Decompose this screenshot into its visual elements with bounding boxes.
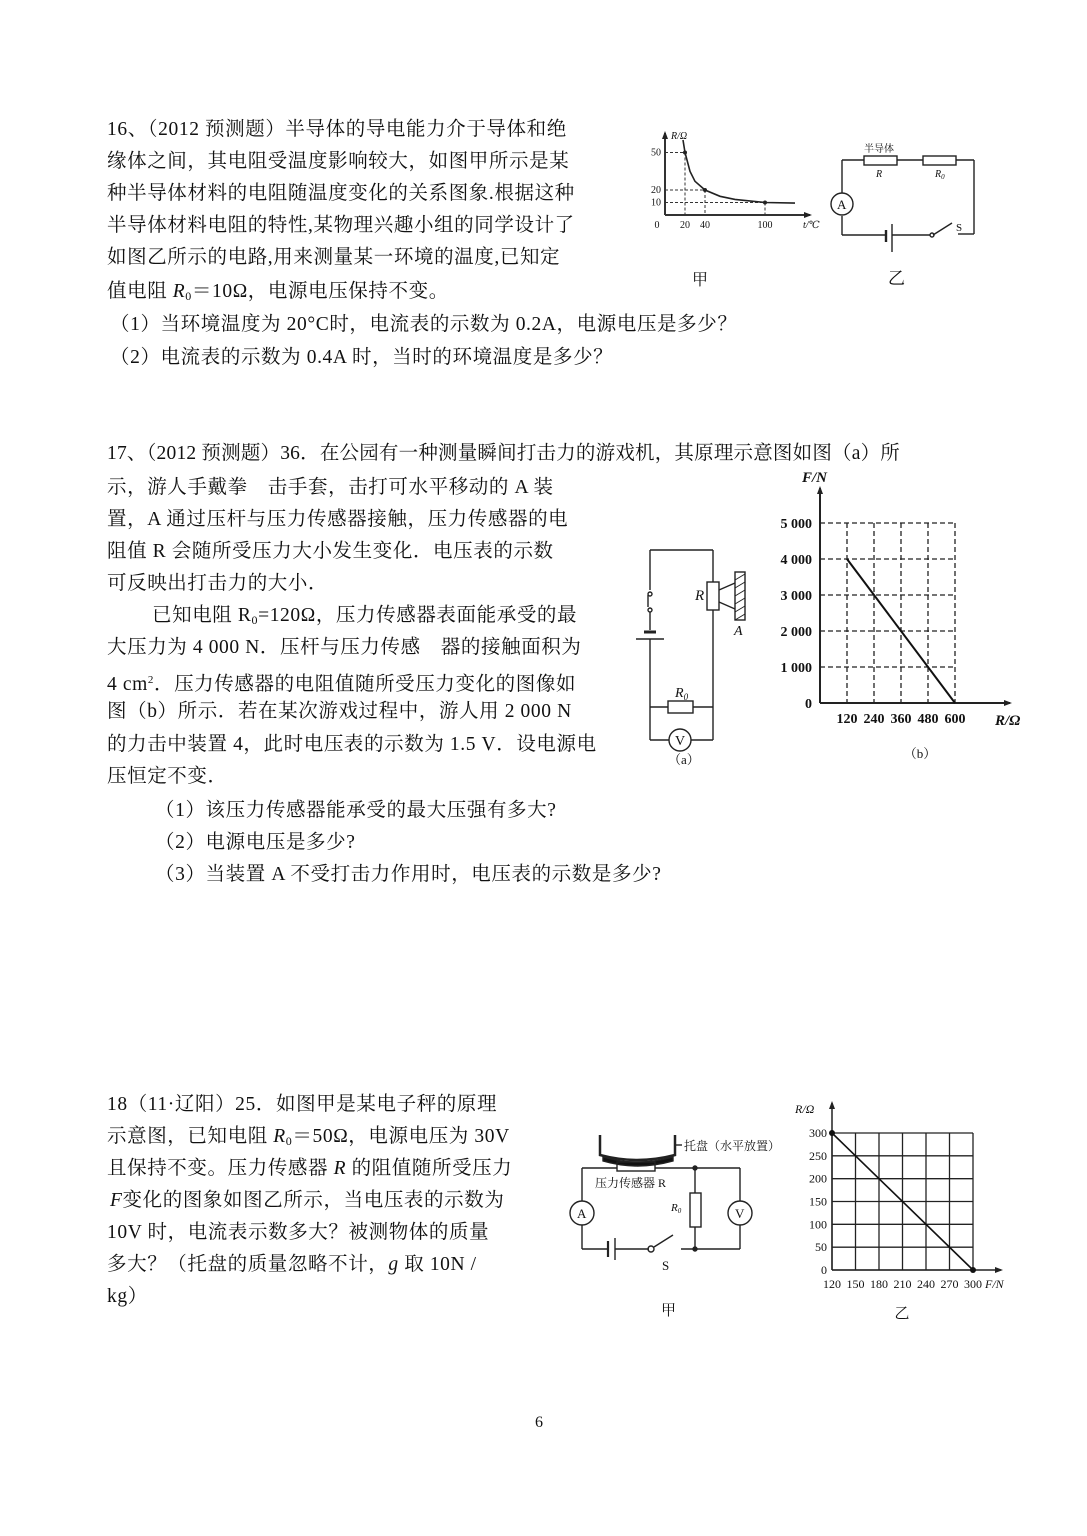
q17-graph-b	[765, 468, 1045, 768]
q17-question-3: （3）当装置 A 不受打击力作用时，电压表的示数是多少?	[155, 864, 662, 885]
q16-line: 缘体之间，其电阻受温度影响较大，如图甲所示是某	[107, 151, 570, 172]
r0-label: R0	[671, 1202, 682, 1215]
y-tick-label: 100	[809, 1217, 827, 1232]
text: 示意图，已知电阻	[107, 1126, 274, 1147]
tray	[600, 1135, 675, 1160]
switch-pivot	[930, 233, 934, 237]
variable: R	[333, 1158, 347, 1179]
y-tick-label: 1 000	[780, 661, 812, 676]
subscript: 0	[251, 613, 259, 627]
y-tick-label: 0	[805, 697, 812, 712]
y-tick-label: 5 000	[780, 517, 812, 532]
figure-caption: （b）	[903, 746, 937, 761]
q18-line: 18（11·辽阳）25．如图甲是某电子秤的原理	[107, 1094, 498, 1115]
press-rod	[719, 583, 735, 590]
text: 值电阻	[107, 281, 173, 302]
x-axis-arrow	[995, 1267, 1003, 1273]
x-tick-label: 150	[846, 1277, 865, 1291]
y-tick-label: 200	[809, 1171, 827, 1186]
voltmeter-label: V	[735, 1206, 745, 1221]
x-axis-label: t/℃	[803, 220, 820, 231]
x-tick-label: 20	[680, 220, 690, 231]
q18-line	[110, 1189, 504, 1213]
q18-circuit-jia	[565, 1135, 805, 1325]
r0-label: $R_0$	[935, 169, 945, 181]
q18-line: kg）	[107, 1286, 148, 1307]
y-tick-label: 250	[809, 1148, 827, 1163]
q17-line: 压恒定不变．	[107, 766, 228, 787]
x-axis-arrow	[1004, 700, 1012, 706]
text: 的阻值随所受压力	[346, 1158, 513, 1179]
text: 且保持不变。压力传感器	[107, 1158, 334, 1179]
q17-line: 图（b）所示．若在某次游戏过程中，游人用 2 000 N	[107, 701, 572, 722]
q17-line: 可反映出打击力的大小．	[107, 573, 329, 594]
q16-line	[107, 280, 449, 308]
text: 变化的图象如图乙所示，当电压表的示数为	[122, 1190, 505, 1211]
figure-caption: 甲	[661, 1303, 677, 1319]
x-axis-label: R/Ω	[995, 713, 1021, 729]
y-tick-label: 10	[651, 197, 661, 209]
figure-caption: （a）	[668, 752, 700, 767]
text: ＝10Ω，电源电压保持不变。	[191, 281, 449, 302]
q18-line	[107, 1157, 512, 1181]
y-axis-label: R/Ω	[671, 131, 688, 142]
variable: g	[388, 1254, 399, 1275]
text: 4 cm	[107, 674, 148, 695]
x-tick-label: 600	[944, 712, 966, 727]
sensor-label: 压力传感器 R	[595, 1176, 667, 1190]
q17-circuit-a	[640, 540, 760, 770]
text: 已知电阻 R	[152, 605, 252, 626]
series-line	[683, 140, 795, 203]
text: ＝50Ω，电源电压为 30V	[292, 1126, 510, 1147]
switch-lever	[654, 1235, 673, 1247]
q18-line: 10V 时，电流表示数多大？被测物体的质量	[107, 1222, 490, 1243]
text: 多大？（托盘的质量忽略不计，	[107, 1254, 389, 1275]
text: 取 10N /	[398, 1254, 477, 1275]
y-tick-label: 20	[651, 185, 661, 196]
x-tick-label: 240	[917, 1277, 935, 1291]
subscript: 0	[185, 289, 192, 303]
press-rod	[719, 602, 735, 609]
variable: R	[172, 281, 186, 302]
q16-question-2: （2）电流表的示数为 0.4A 时，当时的环境温度是多少？	[110, 347, 614, 368]
q17-line: 大压力为 4 000 N．压杆与压力传感 器的接触面积为	[107, 637, 582, 658]
x-tick-label: 210	[893, 1277, 912, 1291]
q17-line: 示，游人手戴拳 击手套，击打可水平移动的 A 装	[107, 477, 554, 498]
y-tick-label: 3 000	[780, 589, 812, 604]
ammeter-label: A	[837, 197, 847, 212]
pressure-sensor-resistor	[707, 582, 719, 610]
q16-graph-jia	[640, 125, 820, 290]
q17-line	[107, 668, 576, 697]
switch-label: S	[662, 1258, 670, 1273]
y-tick-label: 150	[809, 1194, 827, 1209]
x-tick-label: 40	[700, 220, 710, 231]
resistor-r0	[668, 701, 693, 713]
y-tick-label: 300	[809, 1126, 827, 1140]
resistor-r0	[690, 1193, 701, 1227]
variable: F	[110, 1190, 123, 1211]
x-tick-label: 300	[964, 1277, 982, 1291]
figure-caption: 乙	[888, 269, 905, 288]
ammeter-label: A	[577, 1206, 587, 1221]
x-tick-label: 360	[890, 712, 912, 727]
q17-line: 阻值 R 会随所受压力大小发生变化．电压表的示数	[107, 541, 554, 562]
x-tick-label: 180	[870, 1277, 888, 1291]
q16-question-1: （1）当环境温度为 20°C时，电流表的示数为 0.2A，电源电压是多少？	[110, 314, 738, 335]
data-point	[829, 1130, 835, 1136]
y-axis-label: R/Ω	[795, 1102, 815, 1116]
data-point	[970, 1267, 976, 1273]
page-number: 6	[535, 1414, 543, 1431]
x-axis-arrow	[804, 212, 812, 218]
y-tick-label: 4 000	[780, 553, 812, 568]
x-tick-label: 120	[823, 1277, 841, 1291]
q17-question-1: （1）该压力传感器能承受的最大压强有多大?	[155, 800, 557, 821]
q17-line	[152, 604, 577, 632]
y-axis-arrow	[829, 1101, 835, 1109]
origin-label: 0	[654, 220, 660, 231]
x-axis-label: F/N	[985, 1277, 1004, 1291]
semiconductor-label: 半导体	[864, 144, 894, 155]
y-tick-label: 50	[651, 147, 661, 159]
x-tick-label: 120	[836, 712, 858, 727]
q18-line	[107, 1125, 510, 1153]
text: ．压力传感器的电阻值随所受压力变化的图像如	[153, 674, 577, 695]
tray-label: 托盘（水平放置）	[684, 1139, 781, 1153]
superscript: 2	[147, 674, 154, 686]
r-label: R	[876, 169, 883, 180]
fixed-resistor-r0	[923, 156, 956, 165]
r-label: R	[695, 588, 705, 604]
switch-label: S	[956, 222, 963, 234]
q16-line: 半导体材料电阻的特性,某物理兴趣小组的同学设计了	[107, 215, 575, 236]
x-tick-label: 270	[940, 1277, 959, 1291]
q17-question-2: （2）电源电压是多少?	[155, 832, 356, 853]
x-tick-label: 100	[757, 220, 773, 231]
q16-circuit-yi	[825, 140, 995, 290]
q16-line: 种半导体材料的电阻随温度变化的关系图象.根据这种	[107, 183, 575, 204]
variable: R	[273, 1126, 286, 1147]
semiconductor-resistor	[864, 156, 897, 165]
x-tick-label: 480	[917, 712, 939, 727]
y-axis-arrow	[817, 486, 823, 494]
q16-line: 16、（2012 预测题）半导体的导电能力介于导体和绝	[107, 119, 567, 140]
x-tick-label: 240	[863, 712, 885, 727]
q18-graph-yi	[790, 1093, 1030, 1328]
text: =120Ω，压力传感器表面能承受的最	[258, 605, 578, 626]
figure-caption: 乙	[894, 1306, 910, 1322]
q16-line: 如图乙所示的电路,用来测量某一环境的温度,已知定	[107, 247, 561, 268]
q17-line: 的力击中装置 4，此时电压表的示数为 1.5 V．设电源电	[107, 734, 597, 755]
q17-line: 置，A 通过压杆与压力传感器接触，压力传感器的电	[107, 509, 569, 530]
y-axis-label: F/N	[802, 470, 828, 486]
device-a-label: A	[734, 624, 743, 639]
y-tick-label: 2 000	[780, 625, 812, 640]
switch-lever	[933, 223, 952, 235]
switch-contact	[648, 608, 652, 612]
q18-line	[107, 1253, 477, 1277]
subscript: 0	[285, 1134, 293, 1148]
voltmeter-label: V	[675, 734, 686, 749]
y-tick-label: 50	[815, 1240, 827, 1255]
q17-line: 17、（2012 预测题）36．在公园有一种测量瞬间打击力的游戏机，其原理示意图如图（a）所	[107, 443, 900, 464]
r0-label: $R_0$	[675, 686, 689, 702]
figure-caption: 甲	[691, 272, 709, 289]
y-tick-label: 0	[821, 1263, 827, 1277]
y-axis-arrow	[662, 131, 668, 139]
